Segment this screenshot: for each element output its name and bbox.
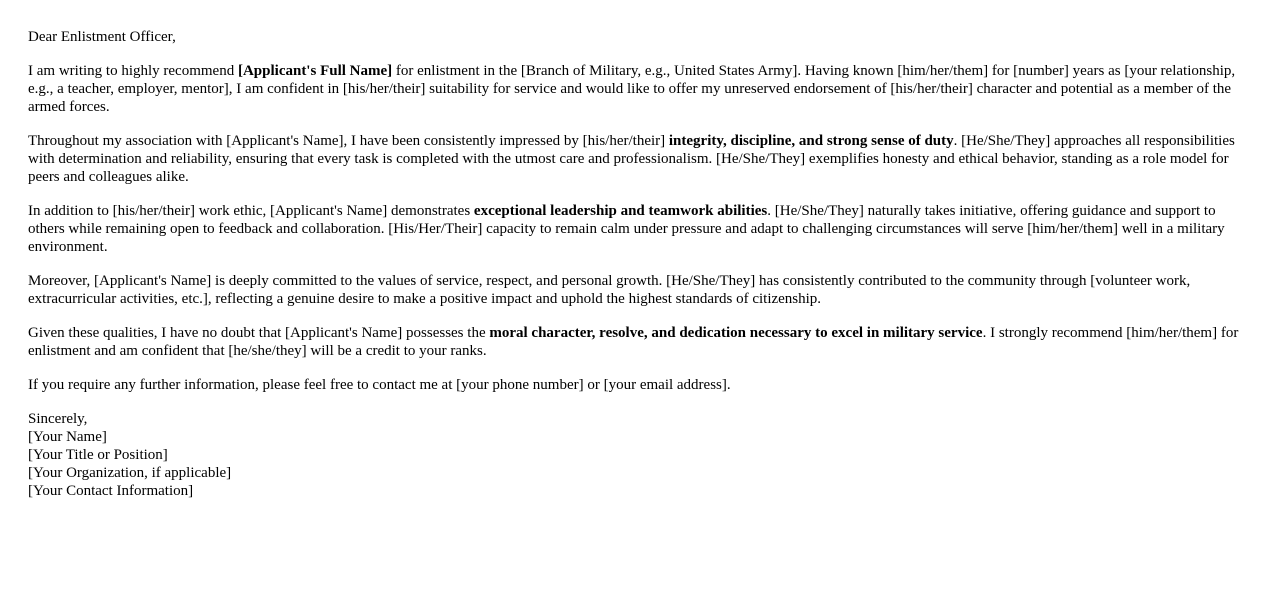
- paragraph-contact-text: If you require any further information, please feel free to contact me at [your phone number] or [your email address].: [28, 377, 731, 393]
- signature-block: [28, 410, 1240, 500]
- paragraph-introduction-text-2: for enlistment in the [Branch of Military, e.g., United States Army]. Having known [him/her/them] for [number] years as [your relationship, e.g., a teacher, employer, mentor], I am confident in [his/her/their] suitability for service and would like to offer my unreserved endorsement of [his/her/their] character and potential as a member of the armed forces.: [28, 63, 1236, 115]
- closing-name: [Your Name]: [28, 429, 107, 445]
- leadership-highlight: exceptional leadership and teamwork abilities: [473, 203, 768, 219]
- recommendation-letter: [28, 28, 1240, 500]
- paragraph-recommendation-text-1: Given these qualities, I have no doubt that [Applicant's Name] possesses the: [28, 325, 490, 341]
- applicant-full-name: [Applicant's Full Name]: [237, 63, 393, 79]
- recommendation-highlight: moral character, resolve, and dedication necessary to excel in military service: [489, 325, 983, 341]
- closing-sincerely: Sincerely,: [28, 411, 88, 427]
- paragraph-leadership-text-2: . [He/She/They] naturally takes initiative, offering guidance and support to others while remaining open to feedback and collaboration. [His/Her/Their] capacity to remain calm under pressure and adapt to challenging circumstances will serve [him/her/them] well in a military environment.: [28, 203, 1225, 255]
- paragraph-leadership-text-1: In addition to [his/her/their] work ethic, [Applicant's Name] demonstrates: [28, 203, 474, 219]
- paragraph-leadership: [28, 202, 1240, 256]
- closing-contact: [Your Contact Information]: [28, 483, 194, 499]
- salutation: [28, 28, 1240, 46]
- paragraph-community-text: Moreover, [Applicant's Name] is deeply committed to the values of service, respect, and personal growth. [He/She/They] has consistently contributed to the community through [volunteer work, extracurricular activities, etc.], reflecting a genuine desire to make a positive impact and uphold the highest standards of citizenship.: [28, 273, 1191, 307]
- paragraph-character: [28, 132, 1240, 186]
- paragraph-community: [28, 272, 1240, 308]
- paragraph-recommendation-text-2: . I strongly recommend [him/her/them] for enlistment and am confident that [he/she/they] will be a credit to your ranks.: [28, 325, 1239, 359]
- paragraph-introduction-text-1: I am writing to highly recommend: [28, 63, 238, 79]
- paragraph-character-text-1: Throughout my association with [Applicant's Name], I have been consistently impressed by [his/her/their]: [28, 133, 669, 149]
- closing-organization: [Your Organization, if applicable]: [28, 465, 232, 481]
- paragraph-recommendation: [28, 324, 1240, 360]
- paragraph-contact: [28, 376, 1240, 394]
- character-highlight: integrity, discipline, and strong sense of duty: [668, 133, 954, 149]
- closing-title: [Your Title or Position]: [28, 447, 168, 463]
- paragraph-character-text-2: . [He/She/They] approaches all responsibilities with determination and reliability, ensuring that every task is completed with the utmost care and professionalism. [He/She/They] exemplifies honesty and ethical behavior, standing as a role model for peers and colleagues alike.: [28, 133, 1235, 185]
- salutation-text: Dear Enlistment Officer,: [28, 29, 176, 45]
- paragraph-introduction: [28, 62, 1240, 116]
